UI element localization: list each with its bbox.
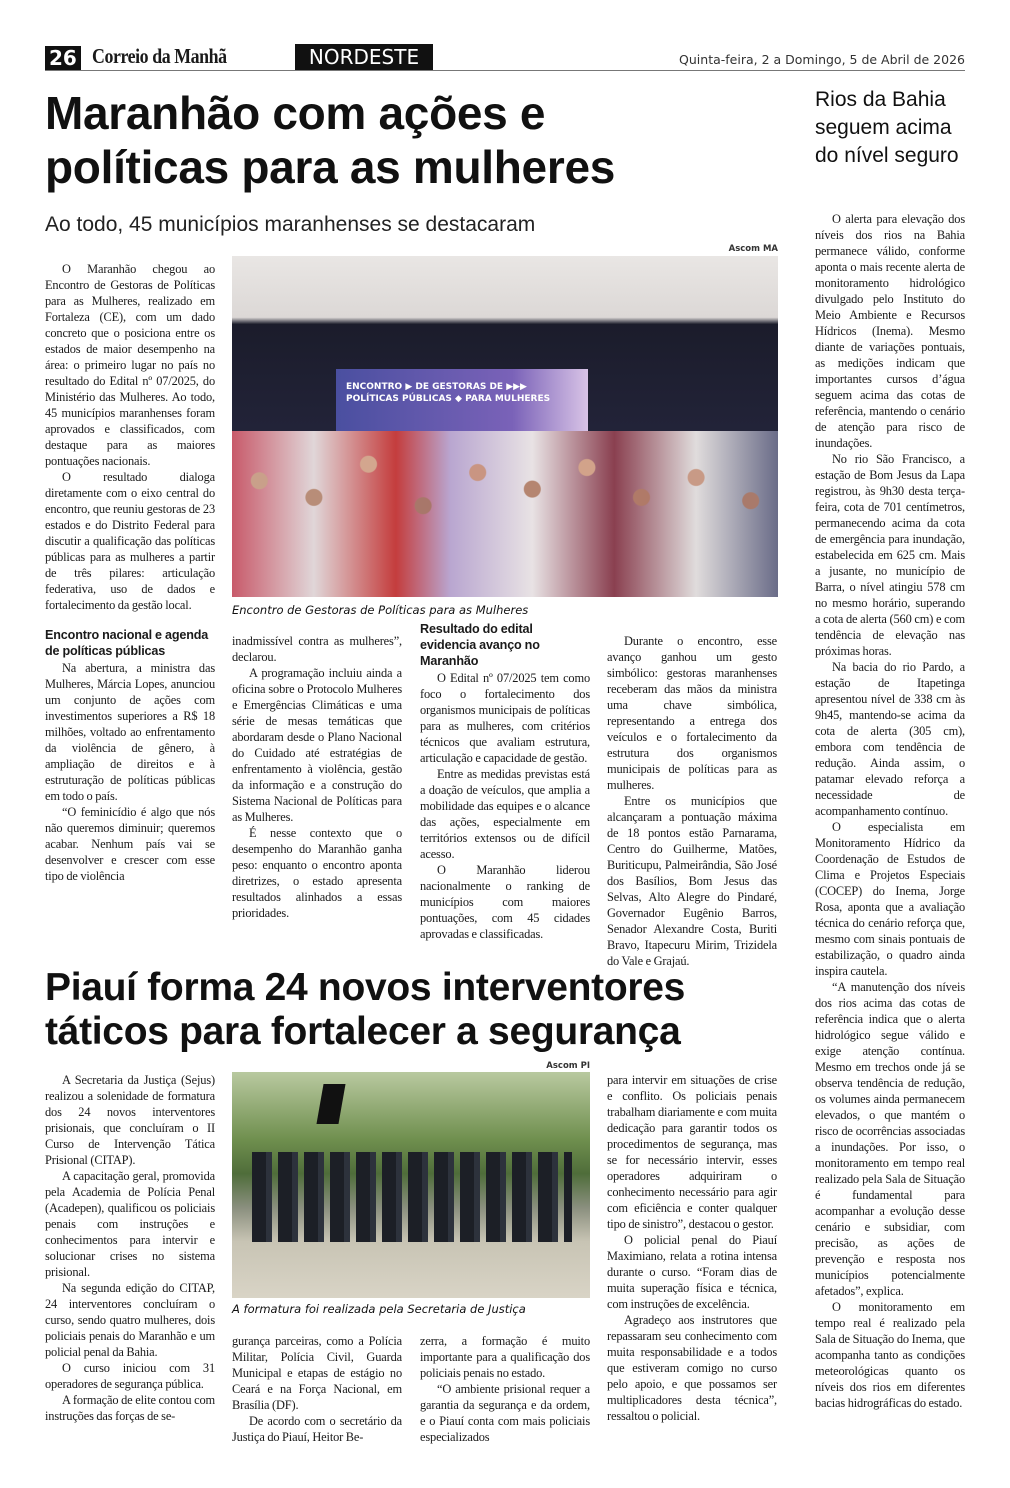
- paragraph: inadmissível contra as mulheres”, declarou.: [232, 634, 402, 664]
- photo-credit: Ascom MA: [728, 244, 778, 254]
- paragraph: “A manutenção dos níveis dos rios acima das cotas de referência indica que o alerta hidrológico segue válido e exige atenção contínua. Mesmo em trechos onde já se observa tendência de redução, os volumes ainda permanecem elevados, o que mantém o risco de ocorrências associadas a inundações. Por isso, o monitoramento em tempo real realizado pela Sala de Situação é fundamental para acompanhar a evolução desse cenário e subsidiar, com precisão, as ações de prevenção e resposta nos municípios potencialmente afetados”, explica.: [815, 980, 965, 1298]
- paragraph: A capacitação geral, promovida pela Academia de Polícia Penal (Acadepen), qualificou os policiais penais com instruções e conhecimentos para intervir e solucionar crises no sistema prisional.: [45, 1169, 215, 1279]
- event-photo: [232, 256, 778, 597]
- crowd-image: [232, 431, 778, 597]
- article2-headline: [45, 966, 805, 1054]
- paragraph: Entre as medidas previstas está a doação de veículos, que amplia a mobilidade das equipes e o alcance das ações, especialmente em territórios extensos ou de difícil acesso.: [420, 767, 590, 861]
- photo-caption: Encontro de Gestoras de Políticas para as Mulheres: [232, 603, 529, 617]
- paragraph: Entre os municípios que alcançaram a pontuação máxima de 18 pontos estão Parnarama, Centro do Guilherme, Matões, Buriticupu, Palmeirândia, São José dos Basílios, Bom Jesus das Selvas, Alto Alegre do Pindaré, Governador Eugênio Barros, Senador Alexandre Costa, Buriti Bravo, Itapecuru Mirim, Trizidela do Vale e Grajaú.: [607, 794, 777, 968]
- article1-column-1: [45, 261, 215, 884]
- headline-line: políticas para as mulheres: [45, 141, 616, 193]
- graduation-photo: [232, 1072, 590, 1298]
- sidebar-column: [815, 211, 965, 1411]
- section-label: NORDESTE: [295, 44, 433, 71]
- article1-headline: [45, 86, 785, 194]
- paragraph: O policial penal do Piauí Maximiano, relata a rotina intensa durante o curso. “Foram dias de muita superação física e técnica, com instruções de excelência.: [607, 1233, 777, 1311]
- article2-column-4: [607, 1072, 777, 1424]
- paragraph: O curso iniciou com 31 operadores de segurança pública.: [45, 1361, 215, 1391]
- paragraph: “O ambiente prisional requer a garantia da segurança e da ordem, e o Piauí conta com mais policiais especializados: [420, 1382, 590, 1444]
- article2-column-1: [45, 1072, 215, 1424]
- photo-caption: A formatura foi realizada pela Secretaria de Justiça: [232, 1302, 526, 1316]
- headline-line: táticos para fortalecer a segurança: [45, 1010, 681, 1053]
- paragraph: O Edital nº 07/2025 tem como foco o fortalecimento dos organismos municipais de políticas para as mulheres, com critérios técnicos que avaliam estrutura, articulação e capacidade de gestão.: [420, 671, 590, 765]
- subheading: Resultado do edital evidencia avanço no Maranhão: [420, 622, 540, 668]
- paragraph: A formação de elite contou com instruções das forças de se-: [45, 1393, 215, 1423]
- paragraph: Agradeço aos instrutores que repassaram seu conhecimento com muita responsabilidade e a todos que estiveram comigo no curso pelo apoio, e que possamos ser multiplicadores desta técnica”, ressaltou o policial.: [607, 1313, 777, 1423]
- article1-column-2: [232, 633, 402, 921]
- article1-column-4: [607, 633, 777, 969]
- issue-date: Quinta-feira, 2 a Domingo, 5 de Abril de 2026: [679, 52, 965, 67]
- paragraph: O especialista em Monitoramento Hídrico da Coordenação de Estudos de Clima e Projetos Especiais (COCEP) do Inema, Jorge Rosa, aponta que a avaliação técnica do cenário reforça que, mesmo com sinais pontuais de estabilização, o quadro ainda inspira cautela.: [815, 820, 965, 978]
- paragraph: A Secretaria da Justiça (Sejus) realizou a solenidade de formatura dos 24 novos interventores prisionais, que concluíram o II Curso de Intervenção Tática Prisional (CITAP).: [45, 1073, 215, 1167]
- flag-image: [316, 1084, 345, 1124]
- page-number: 26: [45, 46, 81, 70]
- paragraph: para intervir em situações de crise e conflito. Os policiais penais trabalham diariamente e com muita dedicação para garantir todos os procedimentos de segurança, mas se for necessário intervir, esses operadores adquiriram o conhecimento necessário para agir com eficiência e conter qualquer tipo de sinistro”, destacou o gestor.: [607, 1073, 777, 1231]
- paragraph: O Maranhão liderou nacionalmente o ranking de municípios com maiores pontuações, com 45 cidades aprovadas e classificadas.: [420, 863, 590, 941]
- sidebar-title: Rios da Bahia seguem acima do nível seguro: [815, 88, 959, 167]
- article2-column-2: [232, 1333, 402, 1445]
- article1-subheadline: Ao todo, 45 municípios maranhenses se destacaram: [45, 213, 536, 236]
- photo-credit: Ascom PI: [546, 1061, 590, 1071]
- article2-column-3: [420, 1333, 590, 1445]
- paragraph: Na bacia do rio Pardo, a estação de Itapetinga apresentou nível de 338 cm às 9h45, mantendo-se acima da cota de alerta (305 cm), embora com tendência de redução. Ainda assim, o patamar elevado reforça a necessidade de acompanhamento contínuo.: [815, 660, 965, 818]
- masthead-logo: Correio da Manhã: [92, 44, 227, 68]
- paragraph: “O feminicídio é algo que nós não queremos diminuir; queremos acabar. Nenhum país vai se desenvolver e crescer com esse tipo de violência: [45, 805, 215, 883]
- paragraph: O Maranhão chegou ao Encontro de Gestoras de Políticas para as Mulheres, realizado em Fortaleza (CE), com um dado concreto que o posiciona entre os estados de maior desempenho na área: o primeiro lugar no país no resultado do Edital nº 07/2025, do Ministério das Mulheres. Ao todo, 45 municípios maranhenses foram aprovados e classificados, com destaque para as maiores pontuações nacionais.: [45, 262, 215, 468]
- paragraph: De acordo com o secretário da Justiça do Piauí, Heitor Be-: [232, 1414, 402, 1444]
- paragraph: O monitoramento em tempo real é realizado pela Sala de Situação do Inema, que acompanha tanto as condições meteorológicas quanto os níveis dos rios em diferentes bacias hidrográficas do estado.: [815, 1300, 965, 1410]
- paragraph: zerra, a formação é muito importante para a qualificação dos policiais penais no estado.: [420, 1334, 590, 1380]
- article1-column-3: [420, 621, 590, 942]
- paragraph: Durante o encontro, esse avanço ganhou um gesto simbólico: gestoras maranhenses receberam das mãos da ministra uma chave simbólica, representando a entrega dos veículos e o fortalecimento da estrutura dos organismos municipais de políticas para as mulheres.: [607, 634, 777, 792]
- paragraph: gurança parceiras, como a Polícia Militar, Polícia Civil, Guarda Municipal e etapas de estágio no Ceará e na Força Nacional, em Brasília (DF).: [232, 1334, 402, 1412]
- paragraph: A programação incluiu ainda a oficina sobre o Protocolo Mulheres e Emergências Climáticas e uma série de mesas temáticas que abordaram desde o Plano Nacional do Cuidado até estratégias de enfrentamento à violência, gestão da informação e a construção do Sistema Nacional de Políticas para as Mulheres.: [232, 666, 402, 824]
- subheading: Encontro nacional e agenda de políticas públicas: [45, 628, 209, 658]
- event-banner: ENCONTRO ▶ DE GESTORAS DE ▶▶▶ POLÍTICAS PÚBLICAS ◆ PARA MULHERES: [336, 369, 588, 439]
- headline-line: Maranhão com ações e: [45, 87, 546, 139]
- paragraph: No rio São Francisco, a estação de Bom Jesus da Lapa registrou, às 9h30 desta terça-feira, cota de 701 centímetros, permanecendo acima da cota de emergência para inundação, estabelecida em 625 cm. Mais a jusante, no município de Barra, o nível atingiu 578 cm no mesmo horário, superando a cota de alerta (560 cm) e com tendência de elevação nas próximas horas.: [815, 452, 965, 658]
- paragraph: Na segunda edição do CITAP, 24 interventores concluíram o curso, sendo quatro mulheres, dois policiais penais do Maranhão e um policial penal da Bahia.: [45, 1281, 215, 1359]
- headline-line: Piauí forma 24 novos interventores: [45, 966, 686, 1009]
- paragraph: Na abertura, a ministra das Mulheres, Márcia Lopes, anunciou um conjunto de ações com investimentos superiores a R$ 18 milhões, voltado ao enfrentamento da violência de gênero, à ampliação de direitos e à estruturação de políticas públicas em todo o país.: [45, 661, 215, 803]
- paragraph: O alerta para elevação dos níveis dos rios na Bahia permanece válido, conforme aponta o mais recente alerta de monitoramento hidrológico divulgado pelo Instituto do Meio Ambiente e Recursos Hídricos (Inema). Mesmo diante de variações pontuais, as medições indicam que importantes cursos d’água seguem acima das cotas de referência, mantendo o cenário de atenção para risco de inundações.: [815, 212, 965, 450]
- paragraph: É nesse contexto que o desempenho do Maranhão ganha peso: enquanto o encontro aponta diretrizes, o estado apresenta resultados alinhados a essas prioridades.: [232, 826, 402, 920]
- paragraph: O resultado dialoga diretamente com o eixo central do encontro, que reuniu gestoras de 23 estados e do Distrito Federal para discutir a qualificação das políticas públicas para as mulheres a partir de três pilares: articulação federativa, uso de dados e fortalecimento da gestão local.: [45, 470, 215, 612]
- header-divider: [45, 70, 965, 71]
- officers-image: [252, 1152, 572, 1242]
